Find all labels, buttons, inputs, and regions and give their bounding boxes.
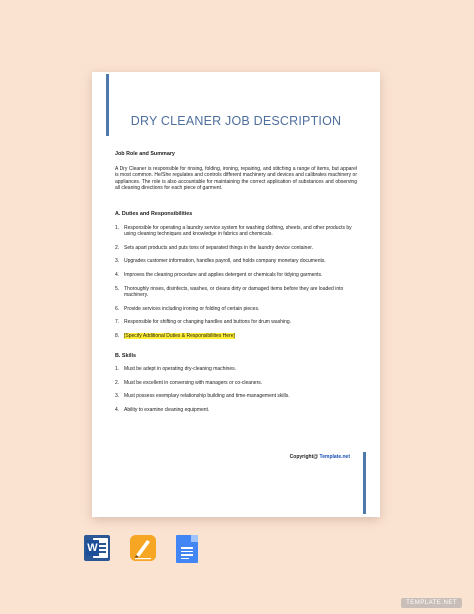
document-title: DRY CLEANER JOB DESCRIPTION <box>130 114 342 128</box>
copyright-notice <box>290 454 350 460</box>
copyright-brand: Template.net <box>319 454 350 460</box>
section-b-heading: B. Skills <box>115 352 136 359</box>
skills-list <box>115 366 357 413</box>
google-docs-icon[interactable] <box>176 535 198 561</box>
placeholder-item: 8. [Specify Additional Duties & Responsibilities Here] <box>115 332 235 339</box>
section-a-heading: A. Duties and Responsibilities <box>115 210 193 217</box>
list-item: 4. Improves the cleaning procedure and applies detergent or chemicals for tidying garments. <box>115 271 323 278</box>
list-item: 2. Must be excellent in conversing with managers or co-cleaners. <box>115 379 263 386</box>
list-item: 3. Must possess exemplary relationship building and time-management skills. <box>115 393 290 400</box>
word-icon[interactable]: W <box>84 535 110 561</box>
list-item: 5. Thoroughly rinses, disinfects, washes, or cleans dirty or damaged items before they are loaded into machinery. <box>115 285 344 299</box>
list-item: 3. Upgrades customer information, handles payroll, and holds company monetary documents. <box>115 258 326 265</box>
watermark-badge: TEMPLATE.NET <box>401 598 462 608</box>
role-summary: A Dry Cleaner is responsible for rinsing, folding, ironing, repairing, and stitching a range of items, but apparel is most common. He/She regulates and controls different machinery and devices and calibrates machinery or appliances. The role is also accountable for maintaining the correct application of substances and observing all cleaning directions for each piece of garment. <box>115 165 357 192</box>
pages-icon[interactable] <box>130 535 156 561</box>
list-item: 1. Responsible for operating a laundry service system for washing clothing, sheets, and other products by using cleaning techniques and knowledge in fabrics and chemicals. <box>115 224 352 238</box>
list-item: 4. Ability to examine cleaning equipment. <box>115 406 210 413</box>
document-body <box>115 151 357 420</box>
accent-bar-bottom <box>363 452 366 514</box>
list-item: 2. Sets apart products and puts tons of separated things in the laundry device container. <box>115 244 314 251</box>
copyright-label: Copyright@ <box>289 454 319 460</box>
document-preview <box>92 72 380 517</box>
format-icons <box>84 535 198 561</box>
highlighted-placeholder: [Specify Additional Duties & Responsibilities Here] <box>124 332 235 339</box>
list-item: 7. Responsible for shifting or changing handles and buttons for drum washing. <box>115 319 292 326</box>
list-item: 1. Must be adept in operating dry-cleaning machines. <box>115 366 237 373</box>
role-heading: Job Role and Summary <box>115 151 175 157</box>
duties-list <box>115 225 357 340</box>
list-item: 6. Provide services including ironing or folding of certain pieces. <box>115 305 260 312</box>
